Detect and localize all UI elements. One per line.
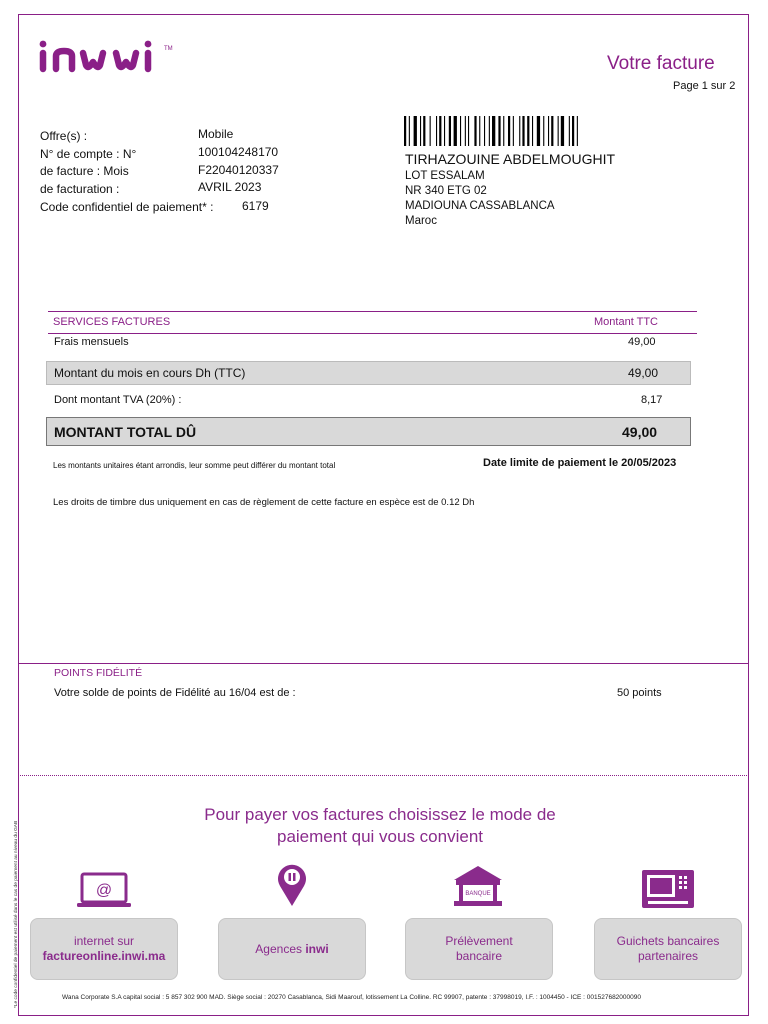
account-value: 100104248170 <box>198 145 279 159</box>
barcode-bar <box>484 116 485 146</box>
rounding-note: Les montants unitaires étant arrondis, leur somme peut différer du montant total <box>53 461 336 470</box>
barcode-bar <box>439 116 441 146</box>
services-header: SERVICES FACTURES <box>53 316 171 328</box>
stamp-duty-note: Les droits de timbre dus uniquement en cas de règlement de cette facture en espèce est de 0.12 Dh <box>53 497 475 508</box>
barcode-bar <box>572 116 574 146</box>
debit-line-2: bancaire <box>455 949 503 963</box>
payment-option-direct-debit <box>405 918 553 980</box>
offer-value: Mobile <box>198 127 234 141</box>
payment-code-label: Code confidentiel de paiement* : <box>40 200 214 214</box>
payment-heading-1: Pour payer vos factures choisissez le mode de <box>204 805 556 824</box>
total-due-label: MONTANT TOTAL DÛ <box>54 424 197 440</box>
barcode-bar <box>430 116 431 146</box>
fidelity-label: Votre solde de points de Fidélité au 16/04 est de : <box>54 687 296 699</box>
barcode-bar <box>537 116 540 146</box>
page-number: Page 1 sur 2 <box>673 80 736 92</box>
vertical-note-text: *Le code confidentiel de paiement est utilisé dans le cas de paiement au niveau du GAB <box>14 820 19 1008</box>
atm-icon <box>640 866 696 910</box>
barcode-bar <box>489 116 490 146</box>
barcode-bar <box>551 116 553 146</box>
barcode-bar <box>420 116 421 146</box>
payment-option-agencies <box>218 918 366 980</box>
barcode-bar <box>492 116 495 146</box>
due-date: Date limite de paiement le 20/05/2023 <box>483 457 677 469</box>
barcode-bar <box>527 116 529 146</box>
barcode-bar <box>503 116 504 146</box>
barcode-bar <box>513 116 514 146</box>
counters-line-1: Guichets bancaires <box>616 934 720 948</box>
invoice-value: F22040120337 <box>198 163 279 177</box>
bank-icon-label: BANQUE <box>465 891 491 897</box>
barcode-bar <box>465 116 466 146</box>
barcode-bar <box>498 116 500 146</box>
address-line-4: Maroc <box>405 215 437 227</box>
fidelity-points: 50 points <box>617 687 662 699</box>
amount-header: Montant TTC <box>594 316 658 328</box>
svg-text:@: @ <box>95 882 113 899</box>
barcode-bar <box>577 116 578 146</box>
counters-line-2: partenaires <box>637 949 699 963</box>
location-pin-icon <box>264 862 320 906</box>
agencies-line-1: Agences <box>255 941 302 956</box>
barcode-bar <box>404 116 406 146</box>
barcode-bar <box>479 116 480 146</box>
bank-icon <box>450 864 506 908</box>
billing-label: de facturation : <box>40 182 120 196</box>
barcode-bar <box>414 116 417 146</box>
table-top-rule <box>48 311 697 312</box>
fidelity-title: POINTS FIDÉLITÉ <box>54 667 143 679</box>
payment-option-bank-counters <box>594 918 742 980</box>
vat-value: 8,17 <box>641 394 663 406</box>
laptop-at-icon <box>76 868 132 912</box>
barcode-bar <box>454 116 457 146</box>
vat-label: Dont montant TVA (20%) : <box>54 394 182 406</box>
barcode-bar <box>522 116 524 146</box>
payment-heading-2: paiement qui vous convient <box>276 827 484 846</box>
barcode-bar <box>460 116 461 146</box>
month-amount-value: 49,00 <box>628 366 659 380</box>
barcode-bar <box>548 116 549 146</box>
fidelity-divider <box>18 663 749 664</box>
address-line-3: MADIOUNA CASSABLANCA <box>405 200 555 212</box>
table-header-rule <box>48 333 697 334</box>
barcode-bar <box>532 116 533 146</box>
barcode-bar <box>449 116 451 146</box>
barcode-bar <box>543 116 544 146</box>
barcode-bar <box>444 116 445 146</box>
barcode-bar <box>409 116 410 146</box>
internet-line-1: internet sur <box>73 934 134 948</box>
payment-option-internet <box>30 918 178 980</box>
monthly-fee-label: Frais mensuels <box>54 336 129 348</box>
barcode-bar <box>569 116 570 146</box>
svg-text:TM: TM <box>164 46 173 52</box>
barcode-bar <box>561 116 564 146</box>
monthly-fee-value: 49,00 <box>628 336 656 348</box>
total-due-value: 49,00 <box>622 424 658 440</box>
barcode-bar <box>423 116 425 146</box>
address-line-2: NR 340 ETG 02 <box>405 185 487 197</box>
month-amount-label: Montant du mois en cours Dh (TTC) <box>54 366 246 380</box>
payment-divider <box>18 775 749 776</box>
barcode <box>404 116 632 146</box>
address-line-1: LOT ESSALAM <box>405 170 485 182</box>
offer-label: Offre(s) : <box>40 129 88 143</box>
debit-line-1: Prélèvement <box>445 934 513 948</box>
agencies-line-2: inwi <box>305 941 329 956</box>
billing-value: AVRIL 2023 <box>198 180 262 194</box>
vertical-note <box>10 780 20 1010</box>
invoice-title: Votre facture <box>607 53 715 74</box>
barcode-bar <box>468 116 469 146</box>
legal-footer: Wana Corporate S.A capital social : 5 857 302 900 MAD. Siège social : 20270 Casablanca, Sidi Maarouf, lotissement La Colline. RC 99907, patente : 37998019, I.F. : 1004450 - ICE : 001527682000090 <box>62 994 641 1001</box>
barcode-bar <box>474 116 476 146</box>
invoice-label: de facture : Mois <box>40 164 129 178</box>
inwi-logo <box>38 40 178 76</box>
barcode-bar <box>558 116 559 146</box>
internet-line-2: factureonline.inwi.ma <box>42 949 166 963</box>
barcode-bar <box>436 116 437 146</box>
customer-name: TIRHAZOUINE ABDELMOUGHIT <box>405 151 616 167</box>
account-label: N° de compte : N° <box>40 147 137 161</box>
barcode-bar <box>519 116 520 146</box>
payment-code-value: 6179 <box>242 199 269 213</box>
barcode-bar <box>508 116 510 146</box>
